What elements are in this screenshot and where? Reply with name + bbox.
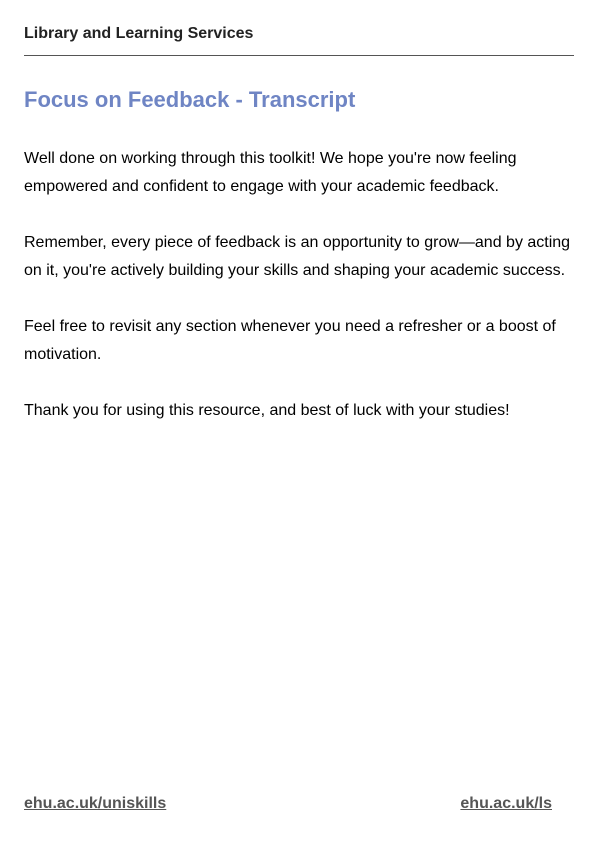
paragraph-1: Well done on working through this toolkit! We hope you're now feeling empowered and confident to engage with your academic feedback. (24, 150, 517, 195)
header-divider (24, 55, 574, 56)
page-title: Focus on Feedback - Transcript (24, 87, 356, 112)
header-org-name: Library and Learning Services (24, 25, 254, 42)
paragraph-2: Remember, every piece of feedback is an opportunity to grow—and by acting on it, you're actively building your skills and shaping your academic success. (24, 234, 571, 279)
ls-link[interactable]: ehu.ac.uk/ls (460, 795, 552, 812)
uniskills-link[interactable]: ehu.ac.uk/uniskills (24, 795, 167, 812)
paragraph-4: Thank you for using this resource, and best of luck with your studies! (24, 402, 510, 419)
paragraph-3: Feel free to revisit any section whenever you need a refresher or a boost of motivation. (24, 318, 556, 363)
transcript-body (24, 145, 576, 453)
